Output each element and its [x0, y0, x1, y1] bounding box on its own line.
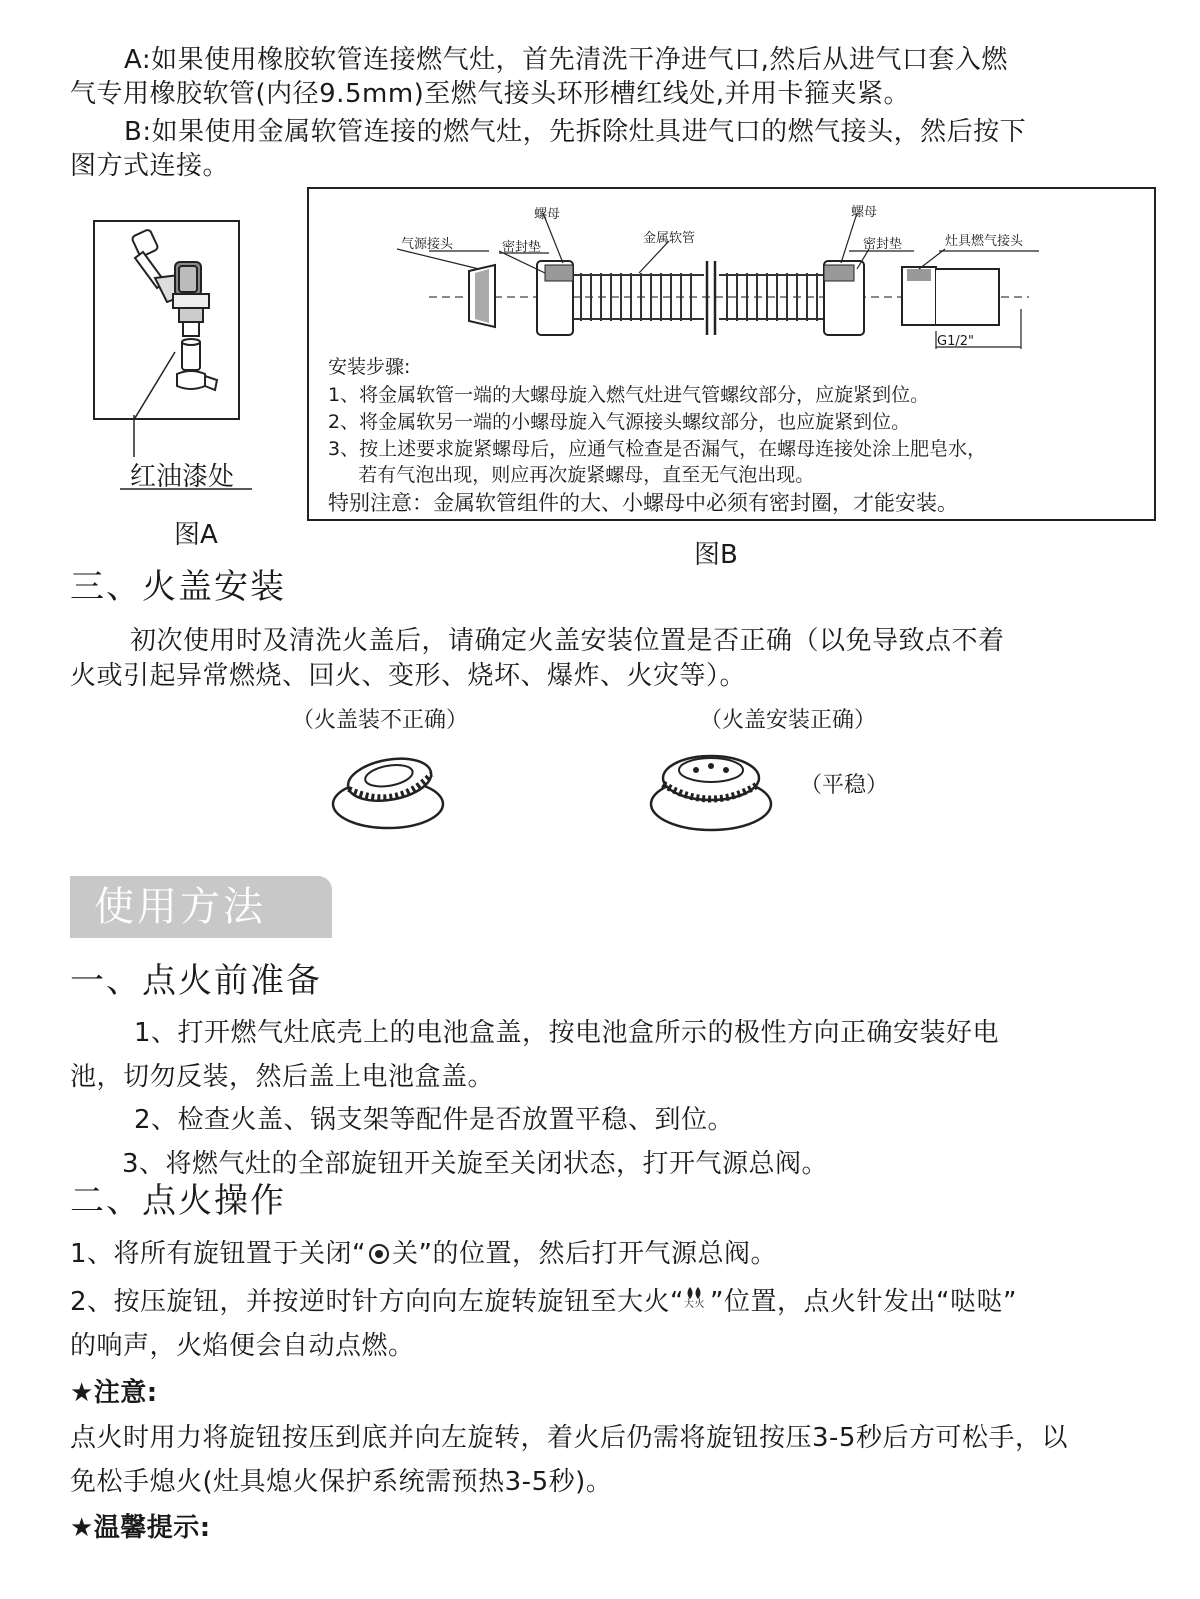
prep-3: 3、将燃气灶的全部旋钮开关旋至关闭状态，打开气源总阀。 [122, 1149, 829, 1179]
intro-a-line2: 气专用橡胶软管(内径9.5mm)至燃气接头环形槽红线处,并用卡箍夹紧。 [70, 79, 911, 109]
ignite-1-symbol: 关 [392, 1239, 419, 1269]
notice-line2: 免松手熄火(灶具熄火保护系统需预热3-5秒)。 [70, 1467, 613, 1497]
metal-hose-label: 金属软管 [643, 231, 696, 246]
ignite-2-symbol: 大火 [684, 1299, 706, 1310]
stove-gas-joint-label: 灶具燃气接头 [945, 234, 1024, 249]
notice-title: ★注意: [70, 1378, 158, 1408]
step-1: 1、将金属软管一端的大螺母旋入燃气灶进气管螺纹部分，应旋紧到位。 [328, 384, 930, 406]
prep-1-line1: 1、打开燃气灶底壳上的电池盒盖，按电池盒所示的极性方向正确安装好电 [134, 1018, 1000, 1048]
burner-cap-incorrect-illustration [330, 742, 448, 832]
notice-line1: 点火时用力将旋钮按压到底并向左旋转，着火后仍需将旋钮按压3-5秒后方可松手，以 [70, 1423, 1068, 1453]
seal-right-label: 密封垫 [863, 237, 903, 252]
ignite-2-line2: 的响声，火焰便会自动点燃。 [70, 1331, 415, 1361]
elbow-connector-illustration [95, 222, 238, 418]
burner-cap-correct-illustration [648, 742, 774, 834]
step-2: 2、将金属软另一端的小螺母旋入气源接头螺纹部分，也应旋紧到位。 [328, 411, 911, 433]
section-3-para-line1: 初次使用时及清洗火盖后，请确定火盖安装位置是否正确（以免导致点不着 [130, 626, 1005, 656]
usage-banner: 使用方法 [70, 876, 332, 938]
ignite-1 [70, 1238, 777, 1270]
intro-b-line1: B:如果使用金属软管连接的燃气灶，先拆除灶具进气口的燃气接头，然后按下 [124, 117, 1027, 147]
figure-a-frame [93, 220, 240, 420]
incorrect-label: （火盖装不正确） [292, 708, 469, 733]
figure-a-label: 红油漆处 [130, 462, 235, 492]
ignite-1-before: 1、将所有旋钮置于关闭“ [70, 1239, 367, 1269]
correct-label: （火盖安装正确） [700, 708, 877, 733]
metal-hose-diagram [309, 189, 1154, 349]
ignite-2-after: ”位置，点火针发出“哒哒” [710, 1287, 1017, 1317]
intro-b-line2: 图方式连接。 [70, 151, 230, 181]
off-symbol-icon [369, 1244, 389, 1264]
figure-b-frame [307, 187, 1156, 521]
figure-a-caption: 图A [174, 520, 218, 550]
thread-size-label: G1/2" [937, 334, 974, 349]
step-3-continued: 若有气泡出现，则应再次旋紧螺母，直至无气泡出现。 [328, 464, 815, 486]
nut-right-label: 螺母 [851, 205, 878, 220]
ignite-2 [70, 1286, 1017, 1318]
prep-1-line2: 池，切勿反装，然后盖上电池盒盖。 [70, 1062, 495, 1092]
nut-left-label: 螺母 [534, 207, 561, 222]
special-note: 特别注意：金属软管组件的大、小螺母中必须有密封圈，才能安装。 [328, 491, 958, 515]
intro-a-line1: A:如果使用橡胶软管连接燃气灶，首先清洗干净进气口,然后从进气口套入燃 [124, 45, 1008, 75]
gas-source-joint-label: 气源接头 [401, 237, 454, 252]
figure-b-caption: 图B [694, 540, 738, 570]
prep-title: 一、点火前准备 [70, 961, 322, 1001]
stable-label: （平稳） [800, 773, 889, 798]
section-3-title: 三、火盖安装 [70, 567, 286, 607]
ignite-title: 二、点火操作 [70, 1181, 286, 1221]
ignite-2-before: 2、按压旋钮，并按逆时针方向向左旋转旋钮至大火“ [70, 1287, 685, 1317]
steps-title: 安装步骤: [328, 356, 411, 378]
seal-left-label: 密封垫 [502, 240, 542, 255]
step-3: 3、按上述要求旋紧螺母后，应通气检查是否漏气，在螺母连接处涂上肥皂水， [328, 438, 987, 460]
ignite-1-after: ”的位置，然后打开气源总阀。 [418, 1239, 778, 1269]
prep-2: 2、检查火盖、锅支架等配件是否放置平稳、到位。 [134, 1105, 735, 1135]
big-flame-icon [684, 1286, 710, 1316]
tips-title: ★温馨提示: [70, 1513, 211, 1543]
section-3-para-line2: 火或引起异常燃烧、回火、变形、烧坏、爆炸、火灾等）。 [70, 661, 747, 691]
